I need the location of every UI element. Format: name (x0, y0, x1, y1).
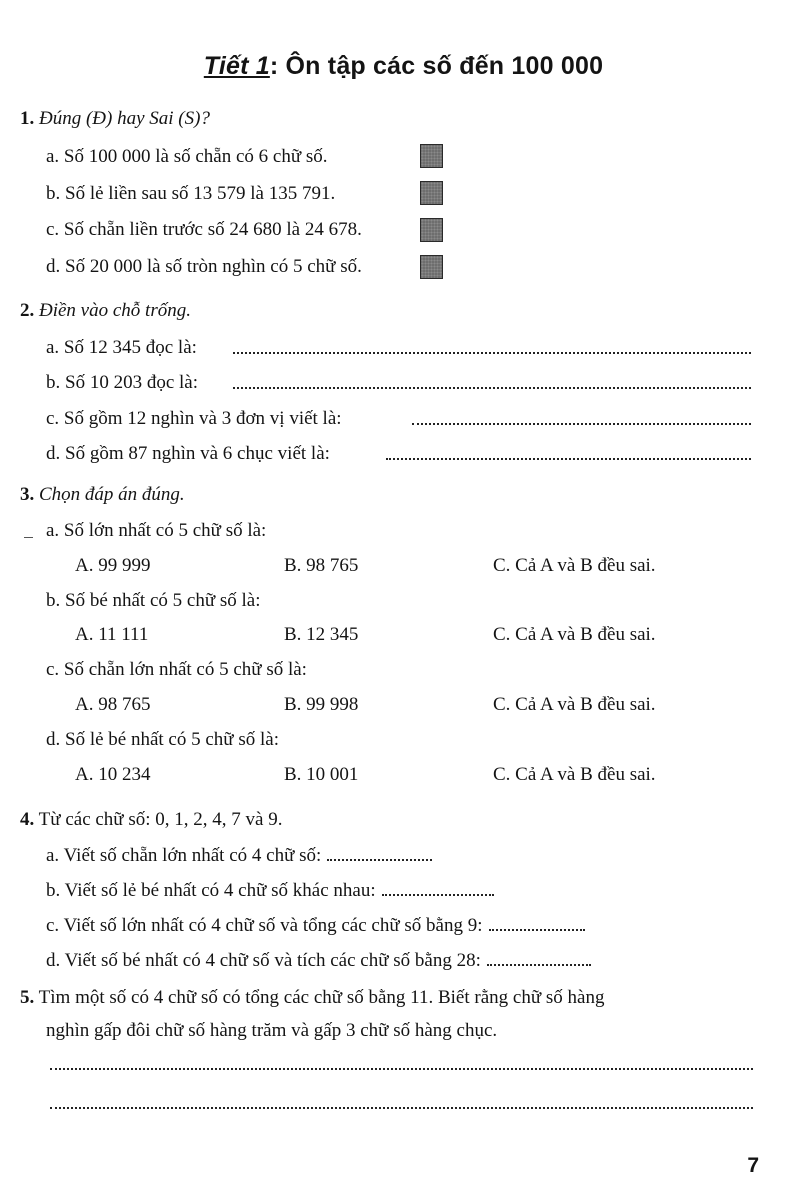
title-colon: : (269, 52, 279, 80)
q1-answer-box-d[interactable] (420, 255, 443, 279)
q3-c-option-a[interactable]: A. 98 765 (75, 694, 151, 715)
q4-item-d-text: d. Viết số bé nhất có 4 chữ số và tích các chữ số bằng 28: (46, 950, 481, 971)
q3-d-option-c[interactable]: C. Cả A và B đều sai. (493, 764, 656, 785)
q4-answer-line-d[interactable] (487, 952, 591, 966)
question-prompt-line-1: Tìm một số có 4 chữ số có tổng các chữ số bằng 11. Biết rằng chữ số hàng (38, 987, 605, 1008)
q1-item-b: b. Số lẻ liền sau số 13 579 là 135 791. (46, 183, 336, 204)
q5-answer-line-2[interactable] (50, 1107, 753, 1109)
q3-b-option-c[interactable]: C. Cả A và B đều sai. (493, 624, 656, 645)
q4-item-b-text: b. Viết số lẻ bé nhất có 4 chữ số khác nhau: (46, 880, 376, 901)
q4-answer-line-b[interactable] (382, 882, 494, 896)
q1-item-d: d. Số 20 000 là số tròn nghìn có 5 chữ số. (46, 256, 362, 277)
q2-answer-line-b[interactable] (233, 387, 751, 389)
page-number: 7 (747, 1154, 759, 1177)
question-2-heading (20, 300, 191, 322)
question-5-line-2: nghìn gấp đôi chữ số hàng trăm và gấp 3 chữ số hàng chục. (46, 1020, 498, 1041)
q1-item-c: c. Số chẵn liền trước số 24 680 là 24 678. (46, 219, 362, 240)
question-prompt: Từ các chữ số: 0, 1, 2, 4, 7 và 9. (38, 809, 283, 830)
q3-c-option-c[interactable]: C. Cả A và B đều sai. (493, 694, 656, 715)
q3-question-c: c. Số chẵn lớn nhất có 5 chữ số là: (46, 659, 307, 680)
question-1-heading (20, 108, 210, 130)
q2-answer-line-c[interactable] (412, 423, 751, 425)
q4-item-d (46, 950, 591, 972)
q4-answer-line-a[interactable] (327, 847, 432, 861)
q3-question-b: b. Số bé nhất có 5 chữ số là: (46, 590, 261, 611)
q3-a-option-a[interactable]: A. 99 999 (75, 555, 151, 576)
q3-b-option-b[interactable]: B. 12 345 (284, 624, 359, 645)
q2-item-b: b. Số 10 203 đọc là: (46, 372, 198, 393)
lesson-label: Tiết 1 (203, 52, 270, 80)
question-4-heading (20, 809, 282, 831)
q1-answer-box-a[interactable] (420, 144, 443, 168)
page-title (0, 52, 807, 81)
question-prompt: Đúng (Đ) hay Sai (S)? (39, 108, 210, 129)
margin-mark (24, 537, 33, 538)
question-prompt: Chọn đáp án đúng. (39, 484, 185, 505)
q3-question-a: a. Số lớn nhất có 5 chữ số là: (46, 520, 267, 541)
q3-b-option-a[interactable]: A. 11 111 (75, 624, 149, 645)
q2-answer-line-d[interactable] (386, 458, 751, 460)
q1-answer-box-b[interactable] (420, 181, 443, 205)
q4-item-c (46, 915, 585, 937)
q2-item-d: d. Số gồm 87 nghìn và 6 chục viết là: (46, 443, 330, 464)
lesson-topic: Ôn tập các số đến 100 000 (285, 52, 604, 80)
q2-item-c: c. Số gồm 12 nghìn và 3 đơn vị viết là: (46, 408, 342, 429)
question-prompt: Điền vào chỗ trống. (39, 300, 191, 321)
q4-answer-line-c[interactable] (489, 917, 585, 931)
q3-a-option-b[interactable]: B. 98 765 (284, 555, 359, 576)
question-number: 4. (20, 809, 35, 830)
q1-answer-box-c[interactable] (420, 218, 443, 242)
question-3-heading (20, 484, 185, 506)
q3-a-option-c[interactable]: C. Cả A và B đều sai. (493, 555, 656, 576)
q4-item-c-text: c. Viết số lớn nhất có 4 chữ số và tổng các chữ số bằng 9: (46, 915, 483, 936)
question-number: 5. (20, 987, 35, 1008)
q4-item-b (46, 880, 494, 902)
question-number: 3. (20, 484, 35, 505)
question-number: 1. (20, 108, 35, 129)
q3-d-option-b[interactable]: B. 10 001 (284, 764, 359, 785)
q2-answer-line-a[interactable] (233, 352, 751, 354)
q5-answer-line-1[interactable] (50, 1068, 753, 1070)
question-5-heading (20, 987, 604, 1009)
question-number: 2. (20, 300, 35, 321)
q3-c-option-b[interactable]: B. 99 998 (284, 694, 359, 715)
q3-question-d: d. Số lẻ bé nhất có 5 chữ số là: (46, 729, 279, 750)
q2-item-a: a. Số 12 345 đọc là: (46, 337, 197, 358)
q1-item-a: a. Số 100 000 là số chẵn có 6 chữ số. (46, 146, 328, 167)
q4-item-a-text: a. Viết số chẵn lớn nhất có 4 chữ số: (46, 845, 322, 866)
q4-item-a (46, 845, 432, 867)
q3-d-option-a[interactable]: A. 10 234 (75, 764, 151, 785)
